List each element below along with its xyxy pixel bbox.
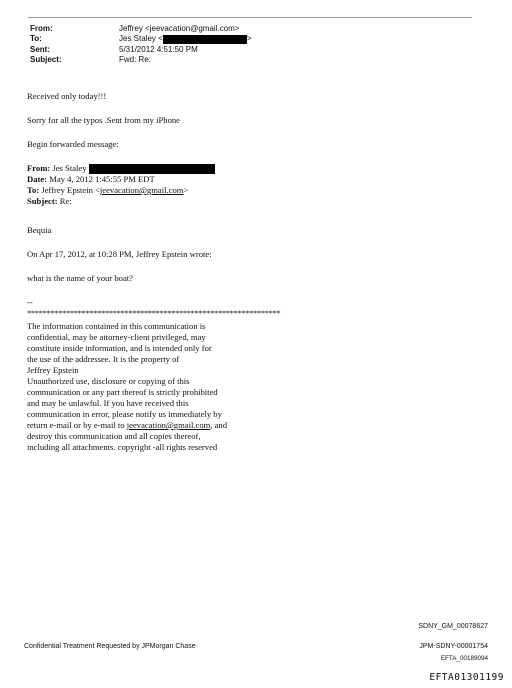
bates-number-efta: EFTA_00189094 xyxy=(440,655,488,662)
disclaimer-line: communication in error, please notify us immediately by xyxy=(27,409,222,419)
fwd-date-label: Date: xyxy=(27,174,48,185)
message-line-2: Sorry for all the typos .Sent from my iPhone xyxy=(27,115,181,125)
message-line-3: Begin forwarded message: xyxy=(27,139,119,149)
disclaimer-line: constitute inside information, and is intended only for xyxy=(27,343,212,353)
redaction-bar xyxy=(89,164,215,174)
disclaimer-link-post: , and xyxy=(210,420,228,430)
fwd-date-row xyxy=(27,174,215,185)
disclaimer-line: destroy this communication and all copies thereof, xyxy=(27,431,201,441)
fwd-subject-label: Subject: xyxy=(27,196,58,207)
disclaimer-line: The information contained in this communication is xyxy=(27,321,206,331)
signature-dash: -- xyxy=(27,297,33,307)
fwd-to-value: Jeffrey Epstein < xyxy=(41,185,100,196)
bates-number-sdny: SDNY_GM_00078627 xyxy=(418,623,488,630)
header-to-prefix: Jes Staley < xyxy=(119,34,163,44)
redaction-bar xyxy=(163,35,247,44)
disclaimer-line xyxy=(27,420,227,431)
header-sent-value: 5/31/2012 4:51:50 PM xyxy=(119,44,198,54)
disclaimer-line: and may be unlawful. If you have received this xyxy=(27,398,189,408)
reply-text: Bequia xyxy=(27,225,52,235)
header-subject-row xyxy=(30,55,251,65)
disclaimer xyxy=(27,321,227,453)
header-to-row xyxy=(30,34,251,44)
bates-number-jpm: JPM-SDNY-00001754 xyxy=(419,643,488,650)
header-from-label: From: xyxy=(30,24,53,33)
fwd-to-label: To: xyxy=(27,185,40,196)
fwd-date-value: May 4, 2012 1:45:55 PM EDT xyxy=(49,174,155,185)
disclaimer-line: communication or any part thereof is strictly prohibited xyxy=(27,387,218,397)
disclaimer-line: including all attachments. copyright -all rights reserved xyxy=(27,442,218,452)
header-subject-label: Subject: xyxy=(30,54,62,64)
header-subject-value: Fwd: Re: xyxy=(119,54,152,64)
fwd-from-label: From: xyxy=(27,163,51,173)
disclaimer-link-pre: return e-mail or by e-mail to xyxy=(27,420,127,430)
forwarded-header xyxy=(27,163,215,207)
email-header xyxy=(30,24,251,65)
disclaimer-line: the use of the addressee. It is the property of xyxy=(27,354,180,364)
quote-text: what is the name of your boat? xyxy=(27,273,133,283)
header-sent-label: Sent: xyxy=(30,44,50,54)
fwd-from-row xyxy=(27,163,215,174)
fwd-to-close: > xyxy=(183,185,189,196)
quote-intro: On Apr 17, 2012, at 10:28 PM, Jeffrey Epstein wrote: xyxy=(27,249,212,259)
disclaimer-line: Unauthorized use, disclosure or copying of this xyxy=(27,376,190,386)
confidential-notice: Confidential Treatment Requested by JPMorgan Chase xyxy=(24,643,196,650)
asterisk-divider: ***************************************************************** xyxy=(27,308,281,318)
header-to-suffix: > xyxy=(246,34,252,44)
message-line-1: Received only today!!! xyxy=(27,91,107,101)
header-from-row xyxy=(30,24,251,34)
efta-document-id: EFTA01301199 xyxy=(429,672,504,683)
header-to-value xyxy=(119,34,251,44)
fwd-to-email-link[interactable]: jeevacation@gmail.com xyxy=(99,185,184,196)
fwd-to-row xyxy=(27,185,215,196)
header-sent-row xyxy=(30,45,251,55)
fwd-subject-row xyxy=(27,196,215,207)
disclaimer-email-link[interactable]: jeevacation@gmail.com xyxy=(126,420,211,430)
fwd-from-value: Jes Staley xyxy=(52,163,87,173)
header-divider xyxy=(28,17,472,18)
disclaimer-line: Jeffrey Epstein xyxy=(27,365,79,375)
disclaimer-line: confidential, may be attorney-client privileged, may xyxy=(27,332,206,342)
header-to-label: To: xyxy=(30,34,42,44)
fwd-subject-value: Re: xyxy=(59,196,72,207)
header-from-value: Jeffrey <jeevacation@gmail.com> xyxy=(119,24,240,33)
